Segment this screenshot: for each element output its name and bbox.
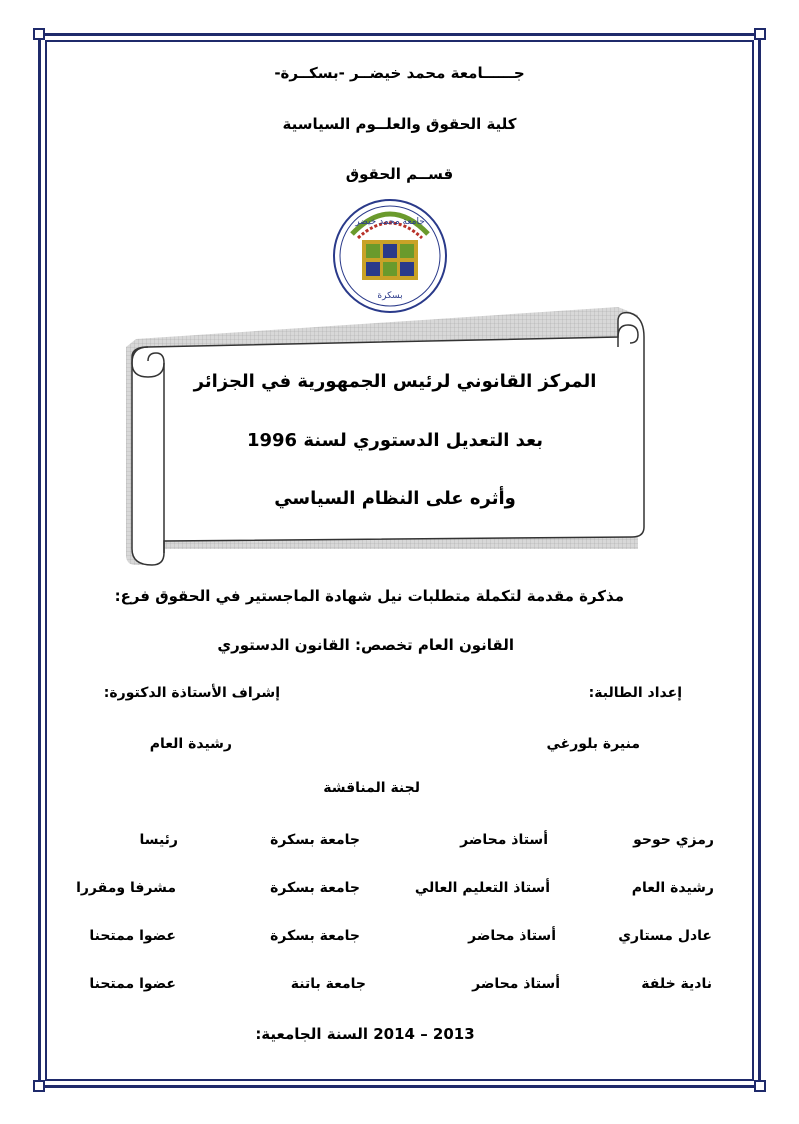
specialization: القانون العام تخصص: القانون الدستوري: [217, 636, 514, 654]
svg-text:بسكرة: بسكرة: [377, 291, 403, 301]
member-rank: أستاذ محاضر: [468, 928, 556, 944]
department-name: قســم الحقوق: [345, 165, 454, 183]
corner-ornament: [754, 28, 766, 40]
svg-text:جامعة محمد خيضر: جامعة محمد خيضر: [355, 217, 425, 227]
member-university: جامعة بسكرة: [270, 880, 360, 896]
academic-year-label: السنة الجامعية:: [255, 1025, 368, 1043]
member-university: جامعة بسكرة: [270, 832, 360, 848]
thesis-description: مذكرة مقدمة لتكملة متطلبات نيل شهادة الماجستير في الحقوق فرع:: [114, 587, 624, 605]
member-name: رشيدة العام: [631, 880, 714, 896]
member-name: رمزي حوحو: [633, 832, 714, 848]
member-rank: أستاذ محاضر: [460, 832, 548, 848]
academic-year: [240, 1025, 490, 1043]
student-name: منيرة بلورغي: [546, 736, 640, 752]
member-role: عضوا ممتحنا: [89, 976, 176, 992]
faculty-name: كلية الحقوق والعلــوم السياسية: [282, 115, 517, 133]
university-name: جــــــامعة محمد خيضــر -بسكــرة-: [274, 64, 525, 82]
corner-ornament: [33, 1080, 45, 1092]
supervisor-label: إشراف الأستاذة الدكتورة:: [103, 685, 280, 701]
corner-ornament: [33, 28, 45, 40]
thesis-title-line-1: المركز القانوني لرئيس الجمهورية في الجزائر: [193, 371, 597, 392]
committee-heading: لجنة المناقشة: [323, 780, 420, 796]
thesis-title-line-3: وأثره على النظام السياسي: [274, 488, 516, 509]
member-role: مشرفا ومقررا: [76, 880, 176, 896]
member-role: رئيسا: [139, 832, 178, 848]
university-logo: [330, 196, 450, 320]
member-name: نادية خلفة: [641, 976, 712, 992]
supervisor-name: رشيدة العام: [149, 736, 232, 752]
student-label: إعداد الطالبة:: [588, 685, 682, 701]
member-rank: أستاذ التعليم العالي: [414, 880, 550, 896]
member-university: جامعة بسكرة: [270, 928, 360, 944]
member-name: عادل مستاري: [618, 928, 712, 944]
corner-ornament: [754, 1080, 766, 1092]
member-rank: أستاذ محاضر: [472, 976, 560, 992]
academic-year-value: 2014 – 2013: [373, 1025, 475, 1043]
member-role: عضوا ممتحنا: [89, 928, 176, 944]
thesis-title-line-2: بعد التعديل الدستوري لسنة 1996: [246, 430, 543, 451]
member-university: جامعة باتنة: [290, 976, 366, 992]
